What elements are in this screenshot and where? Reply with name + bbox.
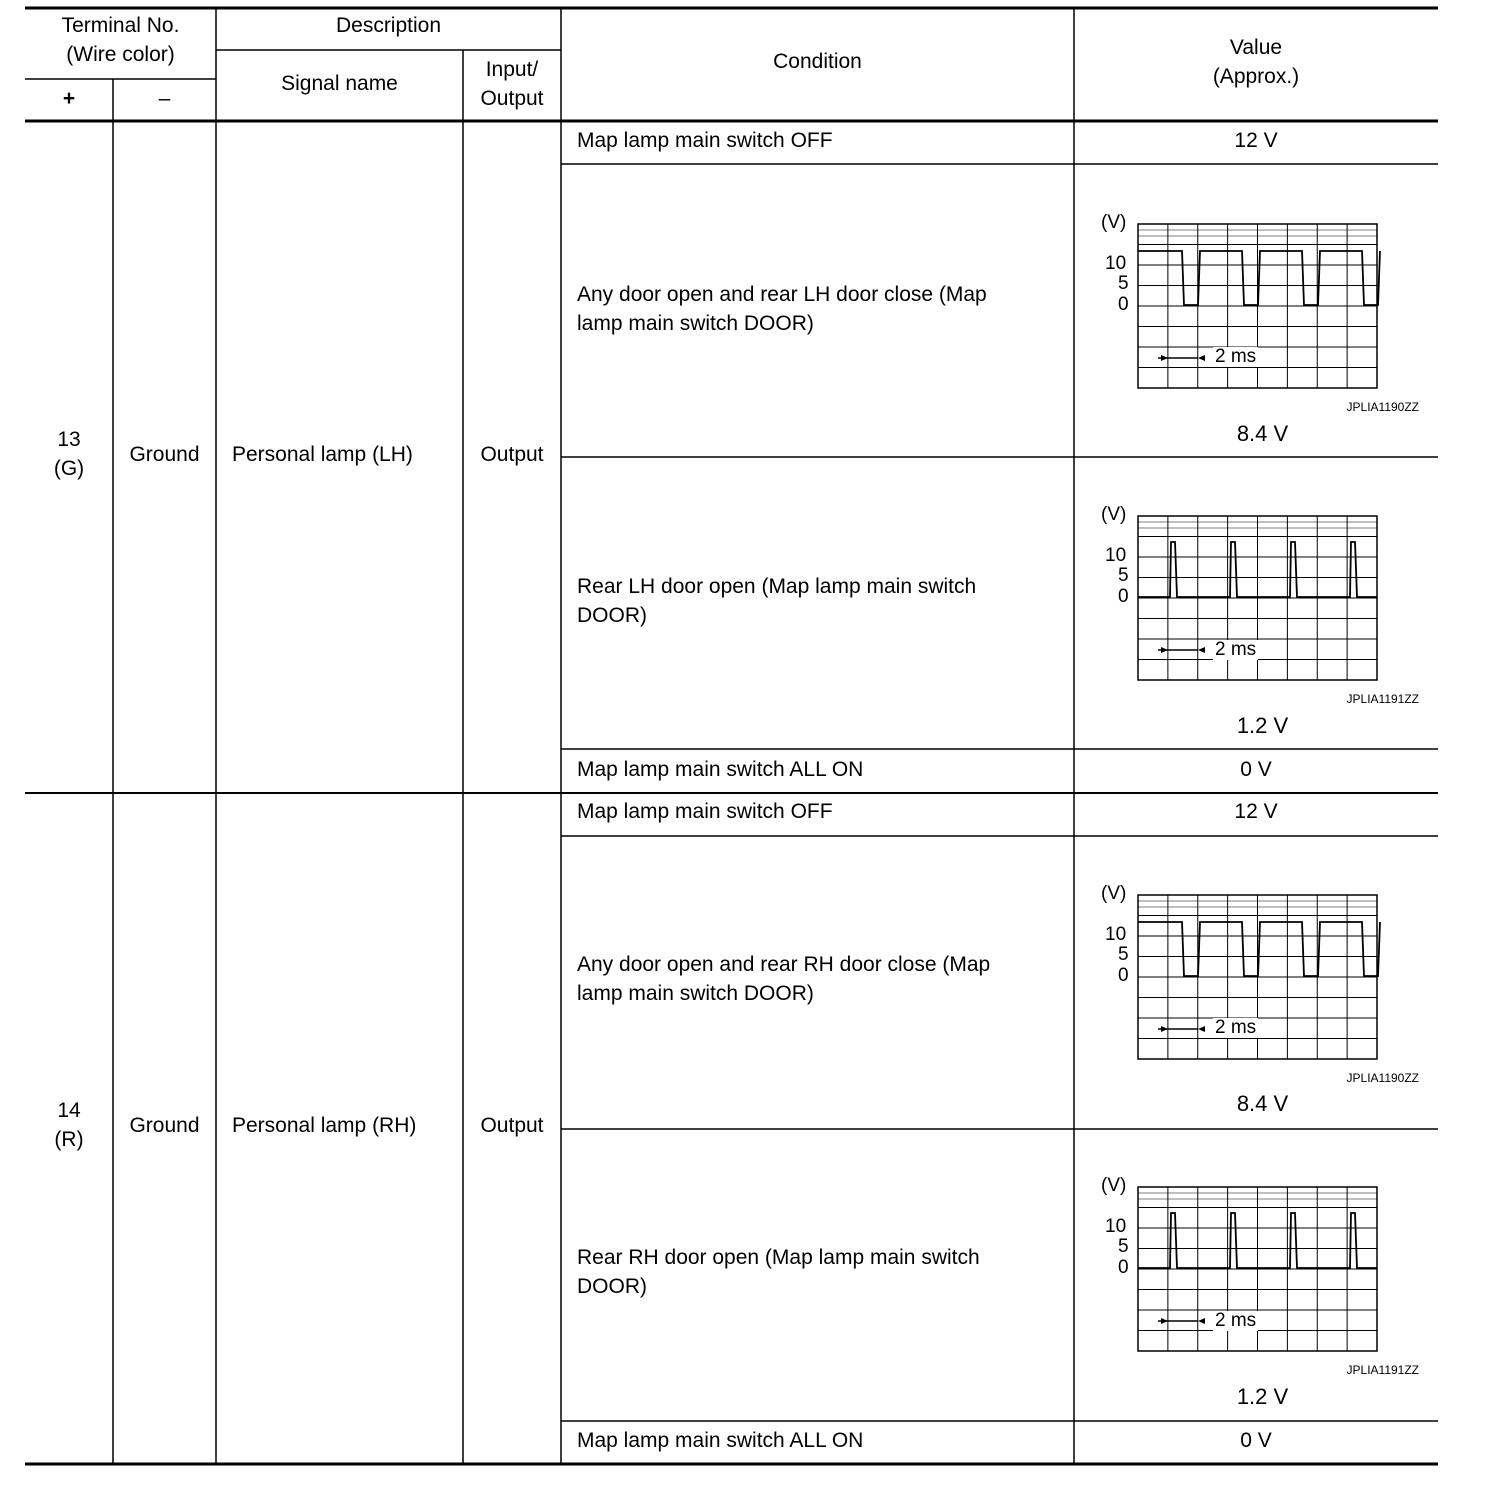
scope-y5: 5 xyxy=(1118,565,1129,586)
time-arrow-head-right xyxy=(1198,1318,1205,1324)
time-arrow-head-left xyxy=(1161,1026,1168,1032)
scope-y0: 0 xyxy=(1118,294,1129,315)
value-14-off: 12 V xyxy=(1234,800,1278,823)
waveform-trace xyxy=(1138,251,1380,305)
condition-13-door-close: Any door open and rear LH door close (Map lamp main switch DOOR) xyxy=(577,283,987,335)
value-13-door-open: 1.2 V xyxy=(1236,713,1289,738)
header-description: Description xyxy=(335,14,442,37)
time-arrow-head-left xyxy=(1161,355,1168,361)
scope-14-door-open xyxy=(1090,1163,1435,1423)
scope-unit: (V) xyxy=(1101,1175,1127,1196)
scope-13-door-open xyxy=(1090,492,1435,752)
scope-time: 2 ms xyxy=(1215,1310,1257,1331)
scope-y5: 5 xyxy=(1118,1236,1129,1257)
scope-time: 2 ms xyxy=(1215,1017,1257,1038)
time-arrow-head-right xyxy=(1198,355,1205,361)
condition-14-door-open: Rear RH door open (Map lamp main switch DOOR) xyxy=(577,1246,980,1298)
terminal-13: 13 (G) xyxy=(53,428,85,480)
value-14-door-close: 8.4 V xyxy=(1236,1091,1289,1116)
condition-14-all-on: Map lamp main switch ALL ON xyxy=(577,1429,864,1452)
ground-14: Ground xyxy=(129,1114,200,1137)
scope-time: 2 ms xyxy=(1215,346,1257,367)
condition-13-all-on: Map lamp main switch ALL ON xyxy=(577,758,864,781)
condition-14-off: Map lamp main switch OFF xyxy=(577,800,833,823)
scope-code: JPLIA1191ZZ xyxy=(1346,1363,1419,1377)
header-minus: – xyxy=(158,87,171,110)
scope-y5: 5 xyxy=(1118,944,1129,965)
waveform-trace xyxy=(1138,922,1380,976)
header-terminal-no: Terminal No. (Wire color) xyxy=(61,14,180,66)
condition-13-off: Map lamp main switch OFF xyxy=(577,129,833,152)
time-arrow-head-right xyxy=(1198,1026,1205,1032)
scope-14-door-close xyxy=(1090,871,1435,1131)
scope-y0: 0 xyxy=(1118,1257,1129,1278)
scope-y10: 10 xyxy=(1105,253,1127,274)
scope-unit: (V) xyxy=(1101,883,1127,904)
time-arrow-head-left xyxy=(1161,647,1168,653)
value-13-off: 12 V xyxy=(1234,129,1278,152)
io-13: Output xyxy=(480,443,544,466)
scope-13-door-close xyxy=(1090,200,1435,460)
terminal-14: 14 (R) xyxy=(54,1099,84,1151)
signal-13: Personal lamp (LH) xyxy=(232,443,413,466)
scope-y10: 10 xyxy=(1105,545,1127,566)
header-input-output: Input/ Output xyxy=(480,58,544,110)
time-arrow-head-left xyxy=(1161,1318,1168,1324)
scope-time: 2 ms xyxy=(1215,639,1257,660)
condition-13-door-open: Rear LH door open (Map lamp main switch DOOR) xyxy=(577,575,977,627)
value-14-door-open: 1.2 V xyxy=(1236,1384,1289,1409)
scope-unit: (V) xyxy=(1101,212,1127,233)
time-arrow-head-right xyxy=(1198,647,1205,653)
value-14-all-on: 0 V xyxy=(1240,1429,1272,1452)
scope-y0: 0 xyxy=(1118,965,1129,986)
scope-y10: 10 xyxy=(1105,924,1127,945)
scope-code: JPLIA1191ZZ xyxy=(1346,692,1419,706)
header-plus: + xyxy=(62,87,76,110)
value-13-door-close: 8.4 V xyxy=(1236,421,1289,446)
condition-14-door-close: Any door open and rear RH door close (Map lamp main switch DOOR) xyxy=(577,953,991,1005)
scope-code: JPLIA1190ZZ xyxy=(1346,1071,1419,1085)
scope-y0: 0 xyxy=(1118,586,1129,607)
ground-13: Ground xyxy=(129,443,200,466)
header-condition: Condition xyxy=(773,50,862,73)
io-14: Output xyxy=(480,1114,544,1137)
value-13-all-on: 0 V xyxy=(1240,758,1272,781)
header-value: Value (Approx.) xyxy=(1212,36,1300,88)
scope-y5: 5 xyxy=(1118,273,1129,294)
signal-14: Personal lamp (RH) xyxy=(232,1114,417,1137)
scope-code: JPLIA1190ZZ xyxy=(1346,400,1419,414)
scope-y10: 10 xyxy=(1105,1216,1127,1237)
header-signal-name: Signal name xyxy=(281,72,398,95)
scope-unit: (V) xyxy=(1101,504,1127,525)
